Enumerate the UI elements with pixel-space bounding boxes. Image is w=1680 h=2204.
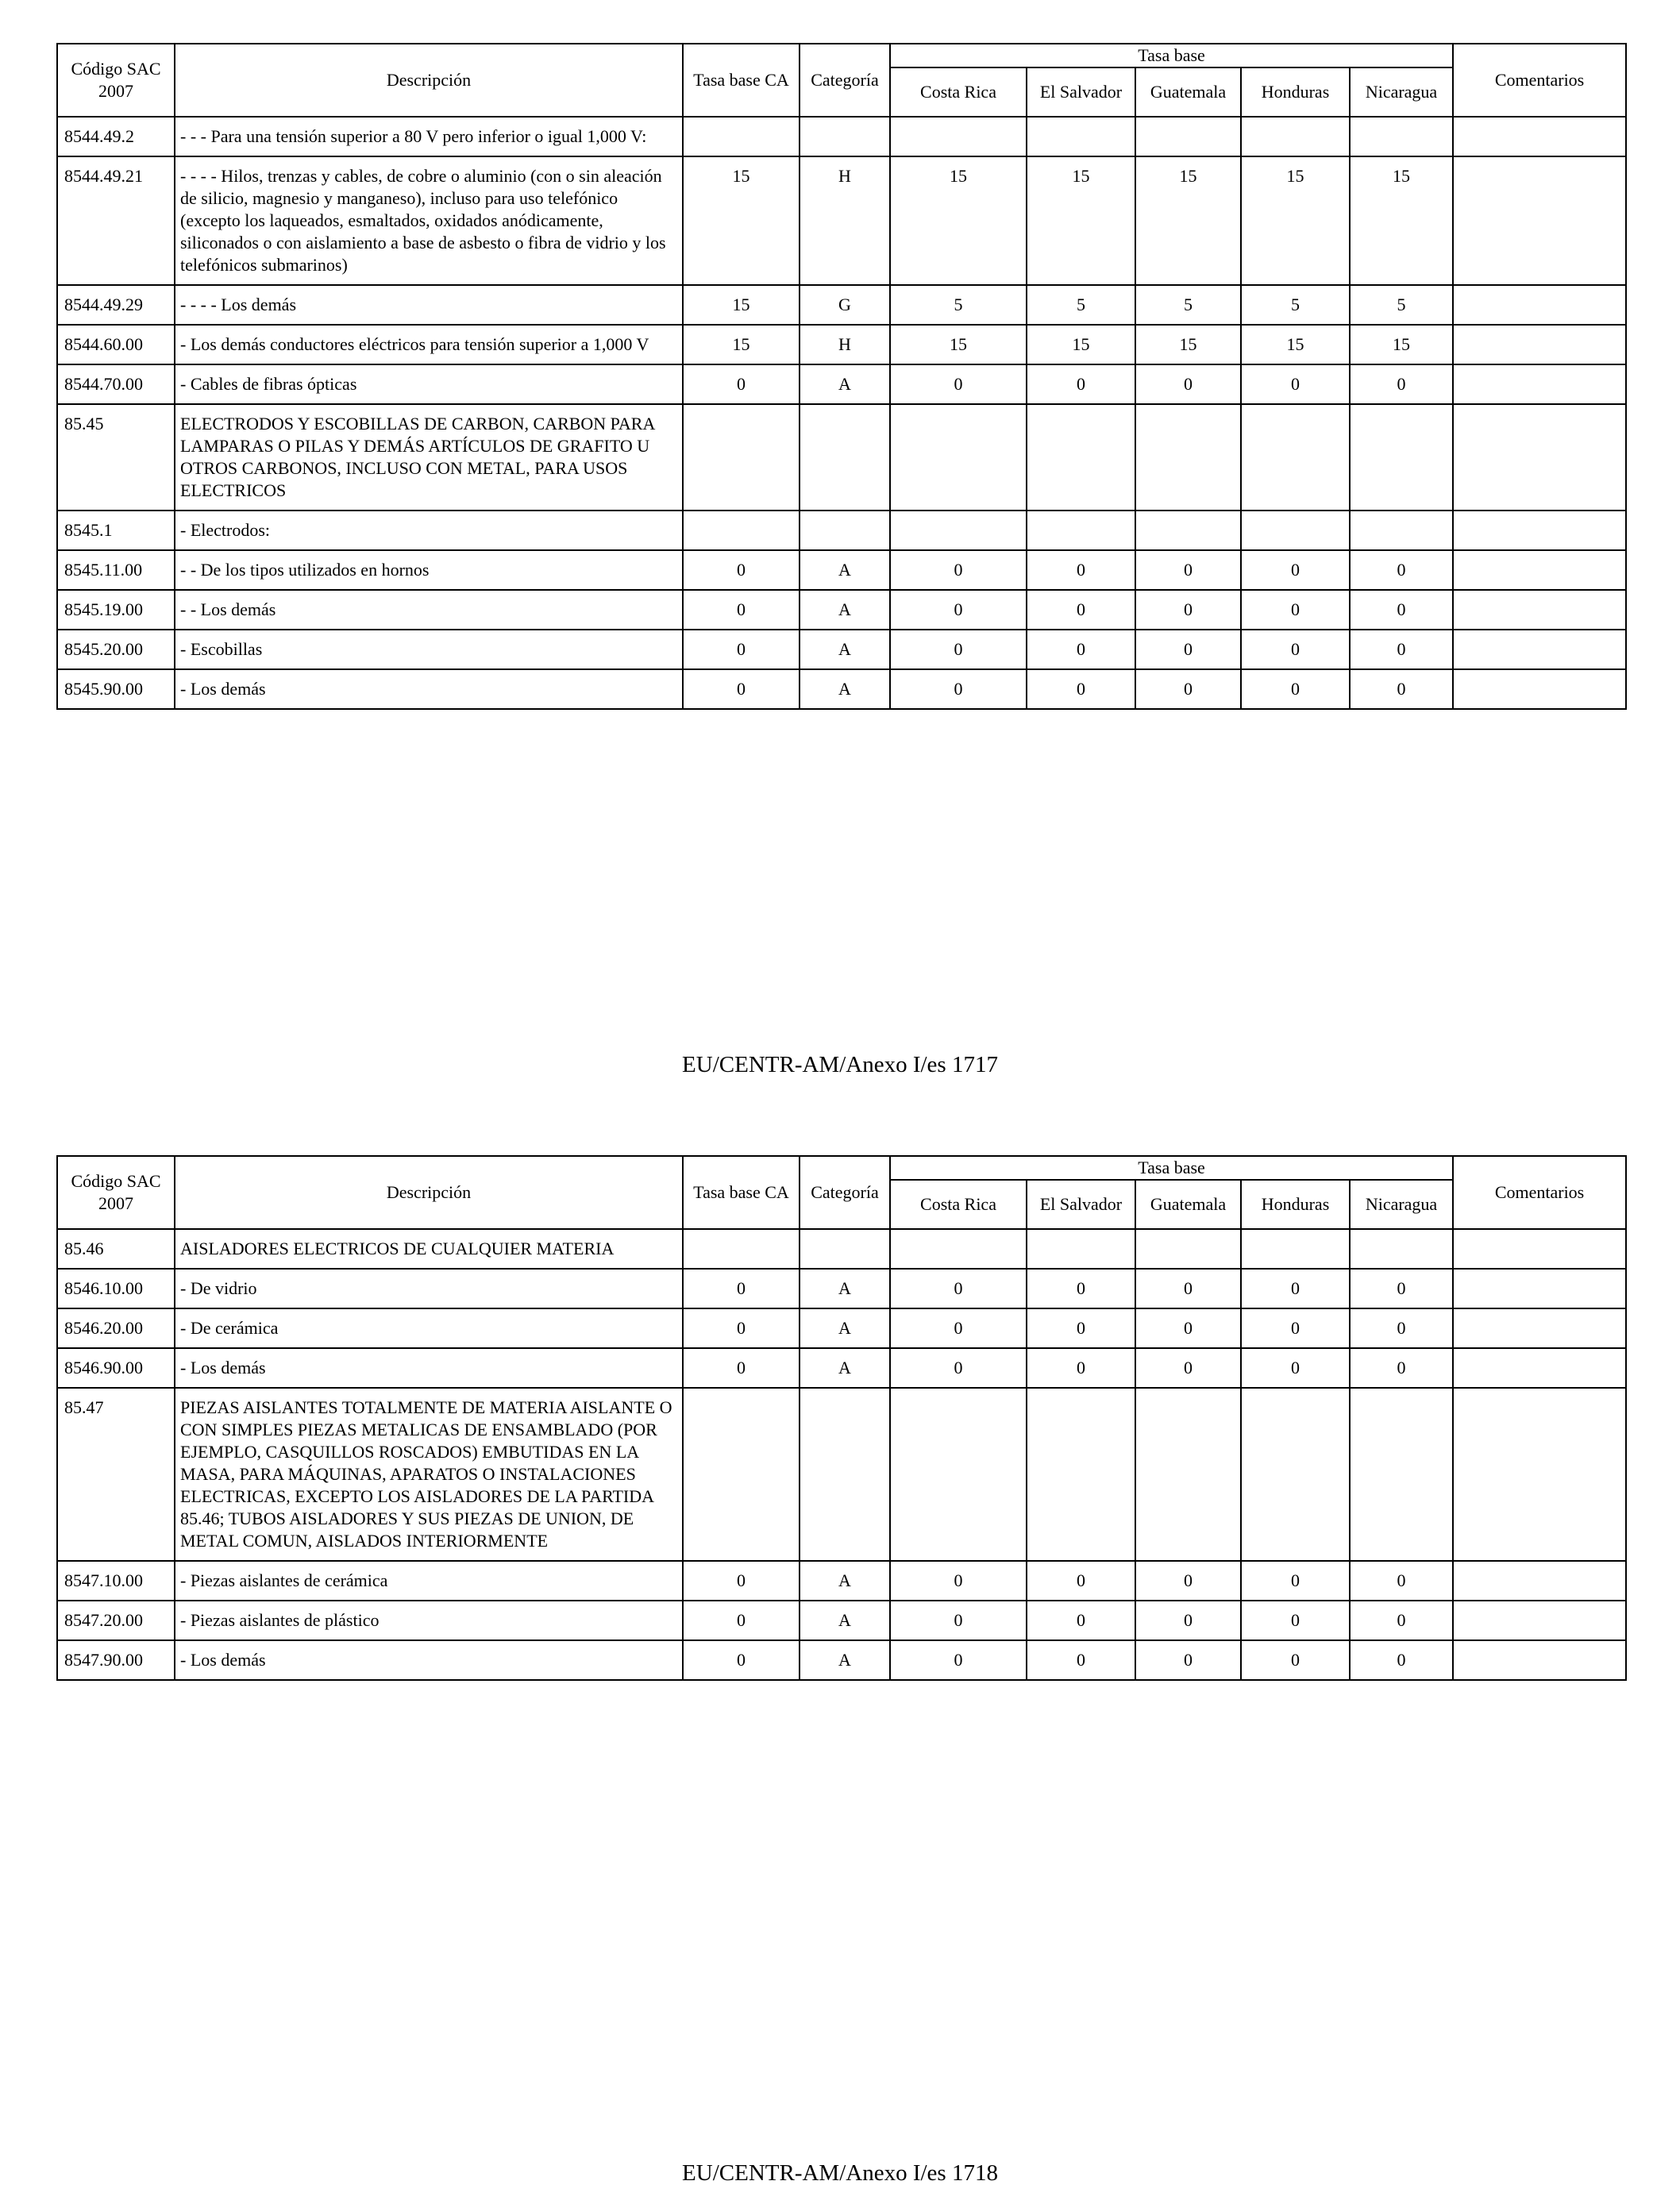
cell-comments — [1453, 156, 1626, 285]
cell-nicaragua: 15 — [1350, 325, 1453, 364]
cell-honduras: 0 — [1241, 669, 1350, 709]
cell-description: - De cerámica — [175, 1308, 683, 1348]
header-el-salvador: El Salvador — [1027, 1180, 1135, 1229]
cell-guatemala: 0 — [1135, 1640, 1241, 1680]
cell-costa-rica: 0 — [890, 550, 1027, 590]
cell-comments — [1453, 1229, 1626, 1269]
cell-description: PIEZAS AISLANTES TOTALMENTE DE MATERIA AISLANTE O CON SIMPLES PIEZAS METALICAS DE ENSAMBLADO (POR EJEMPLO, CASQUILLOS ROSCADOS) EMBUTIDAS EN LA MASA, PARA MÁQUINAS, APARATOS O INSTALACIONES ELECTRICAS, EXCEPTO LOS AISLADORES DE LA PARTIDA 85.46; TUBOS AISLADORES Y SUS PIEZAS DE UNION, DE METAL COMUN, AISLADOS INTERIORMENTE — [175, 1388, 683, 1561]
table-row — [57, 590, 1626, 630]
cell-el-salvador — [1027, 1229, 1135, 1269]
cell-guatemala — [1135, 117, 1241, 156]
header-nicaragua: Nicaragua — [1350, 67, 1453, 117]
cell-code: 8546.90.00 — [57, 1348, 175, 1388]
cell-base-rate-ca: 0 — [683, 1561, 800, 1601]
cell-comments — [1453, 1269, 1626, 1308]
cell-nicaragua — [1350, 117, 1453, 156]
cell-el-salvador: 0 — [1027, 1561, 1135, 1601]
cell-honduras: 5 — [1241, 285, 1350, 325]
cell-description: - Piezas aislantes de cerámica — [175, 1561, 683, 1601]
cell-code: 8546.20.00 — [57, 1308, 175, 1348]
cell-guatemala: 0 — [1135, 550, 1241, 590]
header-comments: Comentarios — [1453, 1156, 1626, 1229]
cell-comments — [1453, 1388, 1626, 1561]
cell-costa-rica: 0 — [890, 669, 1027, 709]
cell-el-salvador: 0 — [1027, 1308, 1135, 1348]
cell-description: - Los demás conductores eléctricos para tensión superior a 1,000 V — [175, 325, 683, 364]
cell-honduras: 0 — [1241, 1601, 1350, 1640]
cell-el-salvador: 0 — [1027, 630, 1135, 669]
header-nicaragua: Nicaragua — [1350, 1180, 1453, 1229]
cell-nicaragua: 0 — [1350, 669, 1453, 709]
cell-category: A — [800, 1308, 890, 1348]
cell-costa-rica: 15 — [890, 325, 1027, 364]
cell-costa-rica: 0 — [890, 1348, 1027, 1388]
cell-costa-rica: 0 — [890, 1269, 1027, 1308]
cell-nicaragua: 15 — [1350, 156, 1453, 285]
cell-honduras: 15 — [1241, 325, 1350, 364]
cell-guatemala: 0 — [1135, 590, 1241, 630]
cell-nicaragua — [1350, 1388, 1453, 1561]
cell-base-rate-ca: 15 — [683, 285, 800, 325]
table-row — [57, 1388, 1626, 1561]
table-row — [57, 364, 1626, 404]
cell-description: - Escobillas — [175, 630, 683, 669]
cell-category — [800, 1229, 890, 1269]
cell-honduras: 0 — [1241, 1640, 1350, 1680]
header-description: Descripción — [175, 44, 683, 117]
cell-description: - Electrodos: — [175, 511, 683, 550]
cell-el-salvador — [1027, 117, 1135, 156]
header-base-rate-ca: Tasa base CA — [683, 44, 800, 117]
cell-category: A — [800, 669, 890, 709]
cell-description: - - De los tipos utilizados en hornos — [175, 550, 683, 590]
cell-base-rate-ca: 15 — [683, 325, 800, 364]
header-guatemala: Guatemala — [1135, 1180, 1241, 1229]
cell-el-salvador: 15 — [1027, 325, 1135, 364]
table-row — [57, 1308, 1626, 1348]
cell-nicaragua: 5 — [1350, 285, 1453, 325]
cell-description: - - Los demás — [175, 590, 683, 630]
cell-guatemala: 0 — [1135, 1269, 1241, 1308]
cell-guatemala: 0 — [1135, 1561, 1241, 1601]
cell-description: - Los demás — [175, 1348, 683, 1388]
cell-honduras: 0 — [1241, 1348, 1350, 1388]
cell-base-rate-ca: 0 — [683, 550, 800, 590]
cell-code: 8547.90.00 — [57, 1640, 175, 1680]
cell-costa-rica: 0 — [890, 1308, 1027, 1348]
header-base-rate-ca: Tasa base CA — [683, 1156, 800, 1229]
cell-category — [800, 404, 890, 511]
cell-base-rate-ca — [683, 117, 800, 156]
header-guatemala: Guatemala — [1135, 67, 1241, 117]
cell-code: 8547.10.00 — [57, 1561, 175, 1601]
cell-el-salvador: 5 — [1027, 285, 1135, 325]
cell-base-rate-ca: 0 — [683, 1640, 800, 1680]
cell-base-rate-ca — [683, 1229, 800, 1269]
cell-honduras: 0 — [1241, 590, 1350, 630]
cell-comments — [1453, 117, 1626, 156]
cell-description: - Los demás — [175, 1640, 683, 1680]
cell-costa-rica — [890, 1388, 1027, 1561]
cell-category: A — [800, 630, 890, 669]
table-row — [57, 511, 1626, 550]
cell-el-salvador: 15 — [1027, 156, 1135, 285]
cell-category: H — [800, 156, 890, 285]
table-row — [57, 1601, 1626, 1640]
table-row — [57, 156, 1626, 285]
table-row — [57, 325, 1626, 364]
cell-honduras — [1241, 404, 1350, 511]
cell-base-rate-ca: 0 — [683, 1269, 800, 1308]
cell-nicaragua: 0 — [1350, 1640, 1453, 1680]
cell-base-rate-ca: 0 — [683, 590, 800, 630]
cell-category: A — [800, 364, 890, 404]
cell-el-salvador: 0 — [1027, 1601, 1135, 1640]
cell-comments — [1453, 1348, 1626, 1388]
cell-costa-rica: 0 — [890, 364, 1027, 404]
cell-guatemala: 0 — [1135, 364, 1241, 404]
cell-code: 8546.10.00 — [57, 1269, 175, 1308]
cell-guatemala — [1135, 404, 1241, 511]
cell-el-salvador — [1027, 404, 1135, 511]
header-category: Categoría — [800, 1156, 890, 1229]
cell-el-salvador: 0 — [1027, 1640, 1135, 1680]
cell-honduras — [1241, 511, 1350, 550]
cell-honduras: 0 — [1241, 550, 1350, 590]
cell-category — [800, 511, 890, 550]
cell-code: 85.45 — [57, 404, 175, 511]
cell-nicaragua — [1350, 511, 1453, 550]
cell-description: - - - Para una tensión superior a 80 V pero inferior o igual 1,000 V: — [175, 117, 683, 156]
cell-guatemala — [1135, 1388, 1241, 1561]
cell-code: 8544.49.29 — [57, 285, 175, 325]
cell-el-salvador: 0 — [1027, 590, 1135, 630]
cell-honduras: 15 — [1241, 156, 1350, 285]
cell-el-salvador — [1027, 511, 1135, 550]
cell-nicaragua — [1350, 404, 1453, 511]
cell-costa-rica — [890, 511, 1027, 550]
page-footer: EU/CENTR-AM/Anexo I/es 1718 — [682, 2160, 998, 2186]
cell-description: AISLADORES ELECTRICOS DE CUALQUIER MATERIA — [175, 1229, 683, 1269]
cell-base-rate-ca: 15 — [683, 156, 800, 285]
cell-code: 8545.19.00 — [57, 590, 175, 630]
cell-costa-rica: 15 — [890, 156, 1027, 285]
page-footer: EU/CENTR-AM/Anexo I/es 1717 — [682, 1052, 998, 1077]
cell-guatemala — [1135, 511, 1241, 550]
tariff-table-page-1718 — [56, 1155, 1627, 1681]
cell-comments — [1453, 1561, 1626, 1601]
cell-code: 8545.20.00 — [57, 630, 175, 669]
header-base-rate: Tasa base — [890, 44, 1453, 67]
cell-comments — [1453, 364, 1626, 404]
cell-costa-rica — [890, 117, 1027, 156]
table-row — [57, 630, 1626, 669]
cell-guatemala: 5 — [1135, 285, 1241, 325]
cell-nicaragua: 0 — [1350, 590, 1453, 630]
cell-nicaragua — [1350, 1229, 1453, 1269]
cell-description: - Piezas aislantes de plástico — [175, 1601, 683, 1640]
cell-comments — [1453, 630, 1626, 669]
cell-base-rate-ca: 0 — [683, 1601, 800, 1640]
cell-base-rate-ca — [683, 404, 800, 511]
cell-el-salvador: 0 — [1027, 669, 1135, 709]
cell-honduras: 0 — [1241, 1269, 1350, 1308]
cell-category: A — [800, 1269, 890, 1308]
table-row — [57, 404, 1626, 511]
cell-base-rate-ca: 0 — [683, 1308, 800, 1348]
cell-el-salvador: 0 — [1027, 1269, 1135, 1308]
cell-guatemala: 0 — [1135, 669, 1241, 709]
cell-category: A — [800, 550, 890, 590]
cell-description: - De vidrio — [175, 1269, 683, 1308]
cell-nicaragua: 0 — [1350, 1348, 1453, 1388]
cell-guatemala: 0 — [1135, 1348, 1241, 1388]
cell-code: 8545.11.00 — [57, 550, 175, 590]
cell-nicaragua: 0 — [1350, 1561, 1453, 1601]
table-row — [57, 117, 1626, 156]
cell-comments — [1453, 404, 1626, 511]
cell-costa-rica: 0 — [890, 1640, 1027, 1680]
cell-honduras — [1241, 1229, 1350, 1269]
cell-comments — [1453, 1308, 1626, 1348]
cell-description: - Cables de fibras ópticas — [175, 364, 683, 404]
cell-guatemala: 15 — [1135, 156, 1241, 285]
cell-category: A — [800, 590, 890, 630]
cell-el-salvador — [1027, 1388, 1135, 1561]
cell-description: - - - - Hilos, trenzas y cables, de cobre o aluminio (con o sin aleación de silicio, magnesio y manganeso), incluso para uso telefónico (excepto los laqueados, esmaltados, oxidados anódicamente, siliconados o con aislamiento a base de asbesto o fibra de vidrio y los telefónicos submarinos) — [175, 156, 683, 285]
cell-comments — [1453, 1640, 1626, 1680]
cell-guatemala: 0 — [1135, 1308, 1241, 1348]
cell-honduras: 0 — [1241, 1308, 1350, 1348]
cell-code: 8544.49.2 — [57, 117, 175, 156]
cell-honduras: 0 — [1241, 364, 1350, 404]
cell-comments — [1453, 590, 1626, 630]
header-base-rate: Tasa base — [890, 1156, 1453, 1180]
cell-comments — [1453, 285, 1626, 325]
cell-base-rate-ca: 0 — [683, 669, 800, 709]
cell-description: ELECTRODOS Y ESCOBILLAS DE CARBON, CARBON PARA LAMPARAS O PILAS Y DEMÁS ARTÍCULOS DE GRAFITO U OTROS CARBONOS, INCLUSO CON METAL, PARA USOS ELECTRICOS — [175, 404, 683, 511]
cell-category: A — [800, 1601, 890, 1640]
cell-el-salvador: 0 — [1027, 550, 1135, 590]
table-row — [57, 1561, 1626, 1601]
header-description: Descripción — [175, 1156, 683, 1229]
cell-nicaragua: 0 — [1350, 1269, 1453, 1308]
cell-base-rate-ca: 0 — [683, 1348, 800, 1388]
cell-code: 8545.90.00 — [57, 669, 175, 709]
cell-code: 8544.49.21 — [57, 156, 175, 285]
header-code: Código SAC 2007 — [57, 44, 175, 117]
cell-guatemala: 0 — [1135, 1601, 1241, 1640]
cell-code: 85.46 — [57, 1229, 175, 1269]
cell-honduras: 0 — [1241, 1561, 1350, 1601]
table-row — [57, 1269, 1626, 1308]
header-costa-rica: Costa Rica — [890, 67, 1027, 117]
table-row — [57, 669, 1626, 709]
cell-base-rate-ca: 0 — [683, 630, 800, 669]
table-row — [57, 1348, 1626, 1388]
cell-code: 8544.70.00 — [57, 364, 175, 404]
cell-honduras: 0 — [1241, 630, 1350, 669]
header-comments: Comentarios — [1453, 44, 1626, 117]
cell-comments — [1453, 669, 1626, 709]
cell-code: 8545.1 — [57, 511, 175, 550]
cell-nicaragua: 0 — [1350, 630, 1453, 669]
cell-base-rate-ca — [683, 1388, 800, 1561]
cell-comments — [1453, 1601, 1626, 1640]
cell-nicaragua: 0 — [1350, 364, 1453, 404]
header-category: Categoría — [800, 44, 890, 117]
cell-description: - Los demás — [175, 669, 683, 709]
cell-category: A — [800, 1561, 890, 1601]
cell-base-rate-ca: 0 — [683, 364, 800, 404]
cell-comments — [1453, 325, 1626, 364]
cell-comments — [1453, 550, 1626, 590]
cell-comments — [1453, 511, 1626, 550]
cell-nicaragua: 0 — [1350, 550, 1453, 590]
cell-code: 8544.60.00 — [57, 325, 175, 364]
cell-honduras — [1241, 117, 1350, 156]
cell-costa-rica: 0 — [890, 1561, 1027, 1601]
table-row — [57, 1229, 1626, 1269]
table-body — [57, 1229, 1626, 1680]
cell-guatemala — [1135, 1229, 1241, 1269]
header-honduras: Honduras — [1241, 1180, 1350, 1229]
cell-code: 85.47 — [57, 1388, 175, 1561]
header-code: Código SAC 2007 — [57, 1156, 175, 1229]
cell-el-salvador: 0 — [1027, 1348, 1135, 1388]
cell-category — [800, 117, 890, 156]
cell-guatemala: 0 — [1135, 630, 1241, 669]
cell-costa-rica: 5 — [890, 285, 1027, 325]
cell-category — [800, 1388, 890, 1561]
header-el-salvador: El Salvador — [1027, 67, 1135, 117]
cell-code: 8547.20.00 — [57, 1601, 175, 1640]
tariff-table-page-1717 — [56, 43, 1627, 710]
cell-guatemala: 15 — [1135, 325, 1241, 364]
cell-costa-rica: 0 — [890, 590, 1027, 630]
header-costa-rica: Costa Rica — [890, 1180, 1027, 1229]
cell-description: - - - - Los demás — [175, 285, 683, 325]
cell-category: A — [800, 1640, 890, 1680]
cell-costa-rica — [890, 404, 1027, 511]
cell-category: A — [800, 1348, 890, 1388]
cell-nicaragua: 0 — [1350, 1308, 1453, 1348]
cell-category: G — [800, 285, 890, 325]
cell-nicaragua: 0 — [1350, 1601, 1453, 1640]
cell-honduras — [1241, 1388, 1350, 1561]
cell-el-salvador: 0 — [1027, 364, 1135, 404]
cell-costa-rica: 0 — [890, 1601, 1027, 1640]
table-row — [57, 285, 1626, 325]
table-row — [57, 550, 1626, 590]
cell-base-rate-ca — [683, 511, 800, 550]
cell-costa-rica: 0 — [890, 630, 1027, 669]
table-body — [57, 117, 1626, 709]
header-honduras: Honduras — [1241, 67, 1350, 117]
table-row — [57, 1640, 1626, 1680]
cell-costa-rica — [890, 1229, 1027, 1269]
cell-category: H — [800, 325, 890, 364]
